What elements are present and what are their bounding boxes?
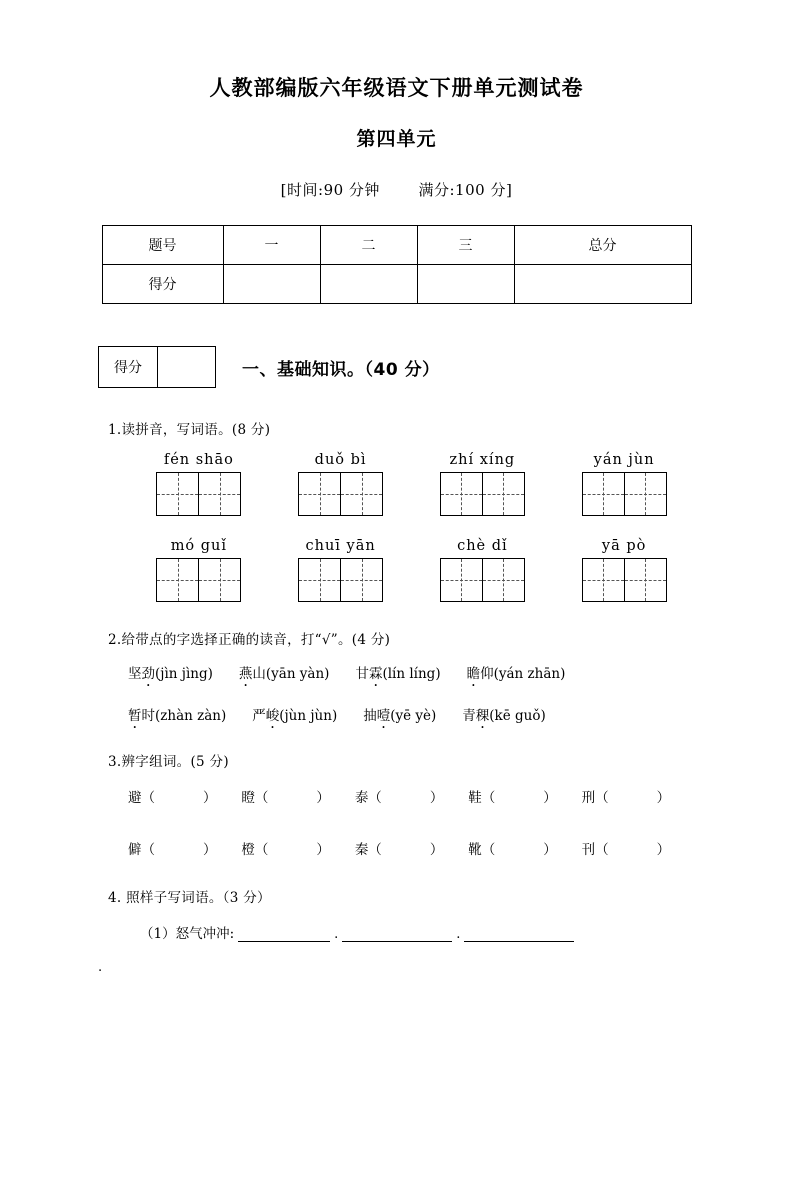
zuci-char: 避（ — [128, 790, 155, 806]
stray-mark: . — [98, 960, 103, 975]
choice-dot-char: 劲 — [141, 666, 155, 682]
zuci-item[interactable] — [468, 786, 581, 806]
choice-char: 青 — [462, 708, 476, 724]
choice-dot-char: 噎 — [376, 708, 391, 724]
zuci-item[interactable] — [355, 786, 468, 806]
zuci-item[interactable] — [128, 786, 241, 806]
defen-box — [98, 346, 216, 388]
pinyin-item — [412, 538, 554, 602]
choice-row-2 — [98, 704, 695, 724]
choice-item[interactable] — [128, 704, 226, 724]
score-input-cell[interactable] — [514, 265, 691, 304]
pinyin-text: chuī yān — [305, 538, 376, 554]
pinyin-text: chè dǐ — [457, 538, 508, 554]
zuci-char: 刑（ — [581, 790, 609, 806]
exam-meta — [98, 179, 695, 200]
choice-options: (kē guǒ) — [489, 708, 546, 724]
zuci-row-1 — [98, 786, 695, 806]
pinyin-item — [128, 538, 270, 602]
tianzige-grid[interactable] — [156, 472, 241, 516]
pinyin-item — [553, 452, 695, 516]
zuci-close: ） — [543, 842, 557, 858]
zuci-close: ） — [203, 790, 217, 806]
zuci-char: 刊（ — [581, 842, 609, 858]
choice-char: 甘 — [355, 666, 369, 682]
table-row — [102, 226, 691, 265]
choice-options: (jùn jùn) — [279, 708, 338, 724]
choice-item[interactable] — [252, 704, 337, 724]
choice-row-1 — [98, 662, 695, 682]
exam-page — [0, 72, 793, 1194]
choice-dot-char: 稞 — [475, 708, 490, 724]
zuci-close: ） — [316, 790, 330, 806]
tianzige-grid[interactable] — [298, 558, 383, 602]
zuci-char: 橙（ — [241, 842, 269, 858]
score-table-cell: 得分 — [102, 265, 223, 304]
zuci-item[interactable] — [128, 838, 241, 858]
question-2-prompt: 2.给带点的字选择正确的读音，打“√”。(4 分) — [108, 632, 391, 648]
choice-dot-char: 瞻 — [466, 666, 481, 682]
unit-subtitle: 第四单元 — [356, 128, 437, 150]
pinyin-text: zhí xíng — [449, 452, 516, 468]
choice-options: (yē yè) — [390, 708, 437, 724]
zuci-item[interactable] — [355, 838, 468, 858]
zuci-char: 僻（ — [128, 842, 155, 858]
answer-blank[interactable] — [238, 927, 330, 942]
question-1-prompt: 1.读拼音，写词语。(8 分) — [108, 422, 271, 438]
pinyin-text: yā pò — [601, 538, 647, 554]
defen-input-cell[interactable] — [158, 347, 215, 387]
page-title: 人教部编版六年级语文下册单元测试卷 — [209, 76, 584, 100]
question-3-prompt: 3.辨字组词。(5 分) — [108, 754, 229, 770]
exam-total: 满分:100 分] — [418, 181, 513, 199]
pinyin-row-2 — [98, 538, 695, 602]
question-4-item-label: （1）怒气冲冲: — [140, 926, 235, 942]
choice-item[interactable] — [239, 662, 330, 682]
question-4-item-1 — [98, 922, 695, 942]
pinyin-row-1 — [98, 452, 695, 516]
choice-item[interactable] — [128, 662, 213, 682]
zuci-item[interactable] — [241, 786, 354, 806]
defen-label: 得分 — [99, 347, 158, 387]
zuci-char: 瞪（ — [241, 790, 269, 806]
zuci-item[interactable] — [241, 838, 354, 858]
score-table-cell: 题号 — [102, 226, 223, 265]
pinyin-text: fén shāo — [163, 452, 234, 468]
zuci-close: ） — [656, 790, 671, 806]
choice-options: (yán zhān) — [493, 666, 566, 682]
zuci-char: 靴（ — [468, 842, 496, 858]
answer-blank[interactable] — [464, 927, 574, 942]
pinyin-item — [270, 538, 412, 602]
section-one-header — [98, 346, 695, 388]
tianzige-grid[interactable] — [440, 558, 525, 602]
zuci-item[interactable] — [468, 838, 581, 858]
choice-dot-char: 暂 — [128, 708, 142, 724]
pinyin-item — [412, 452, 554, 516]
choice-item[interactable] — [355, 662, 440, 682]
zuci-close: ） — [656, 842, 671, 858]
choice-item[interactable] — [363, 704, 436, 724]
tianzige-grid[interactable] — [440, 472, 525, 516]
table-row — [102, 265, 691, 304]
score-input-cell[interactable] — [223, 265, 320, 304]
score-input-cell[interactable] — [417, 265, 514, 304]
choice-dot-char: 燕 — [238, 666, 253, 682]
answer-blank[interactable] — [342, 927, 452, 942]
choice-options: (yān yàn) — [265, 666, 330, 682]
choice-char: 山 — [252, 666, 266, 682]
zuci-row-2 — [98, 838, 695, 858]
zuci-char: 秦（ — [354, 842, 382, 858]
choice-char: 坚 — [128, 666, 142, 682]
zuci-item[interactable] — [582, 838, 695, 858]
zuci-item[interactable] — [582, 786, 695, 806]
choice-dot-char: 峻 — [265, 708, 280, 724]
zuci-close: ） — [429, 842, 444, 858]
tianzige-grid[interactable] — [156, 558, 241, 602]
score-table-cell: 一 — [223, 226, 320, 265]
pinyin-text: mó guǐ — [170, 538, 228, 554]
exam-time: [时间:90 分钟 — [280, 181, 380, 199]
zuci-char: 鞋（ — [468, 790, 496, 806]
score-table-cell: 二 — [320, 226, 417, 265]
choice-options: (lín líng) — [382, 666, 441, 682]
score-table — [102, 225, 692, 304]
choice-options: (zhàn zàn) — [155, 708, 227, 724]
zuci-close: ） — [429, 790, 444, 806]
pinyin-text: yán jùn — [593, 452, 655, 468]
zuci-close: ） — [316, 842, 330, 858]
zuci-char: 泰（ — [354, 790, 382, 806]
zuci-close: ） — [543, 790, 557, 806]
choice-options: (jìn jìng) — [155, 666, 213, 682]
section-title: 一、基础知识。（40 分） — [242, 359, 440, 380]
choice-dot-char: 霖 — [368, 666, 383, 682]
choice-char: 严 — [252, 708, 266, 724]
choice-char: 抽 — [363, 708, 377, 724]
choice-char: 时 — [141, 708, 155, 724]
score-table-cell: 三 — [417, 226, 514, 265]
question-4-prompt: 4. 照样子写词语。（3 分） — [108, 890, 271, 906]
tianzige-grid[interactable] — [298, 472, 383, 516]
pinyin-item — [270, 452, 412, 516]
tianzige-grid[interactable] — [582, 558, 667, 602]
pinyin-text: duǒ bì — [314, 452, 367, 468]
score-input-cell[interactable] — [320, 265, 417, 304]
tianzige-grid[interactable] — [582, 472, 667, 516]
choice-char: 仰 — [480, 666, 494, 682]
stray-mark: . — [334, 927, 339, 942]
pinyin-item — [128, 452, 270, 516]
choice-item[interactable] — [467, 662, 566, 682]
zuci-close: ） — [203, 842, 217, 858]
stray-mark: . — [456, 927, 461, 942]
pinyin-item — [553, 538, 695, 602]
score-table-cell: 总分 — [514, 226, 691, 265]
choice-item[interactable] — [462, 704, 545, 724]
